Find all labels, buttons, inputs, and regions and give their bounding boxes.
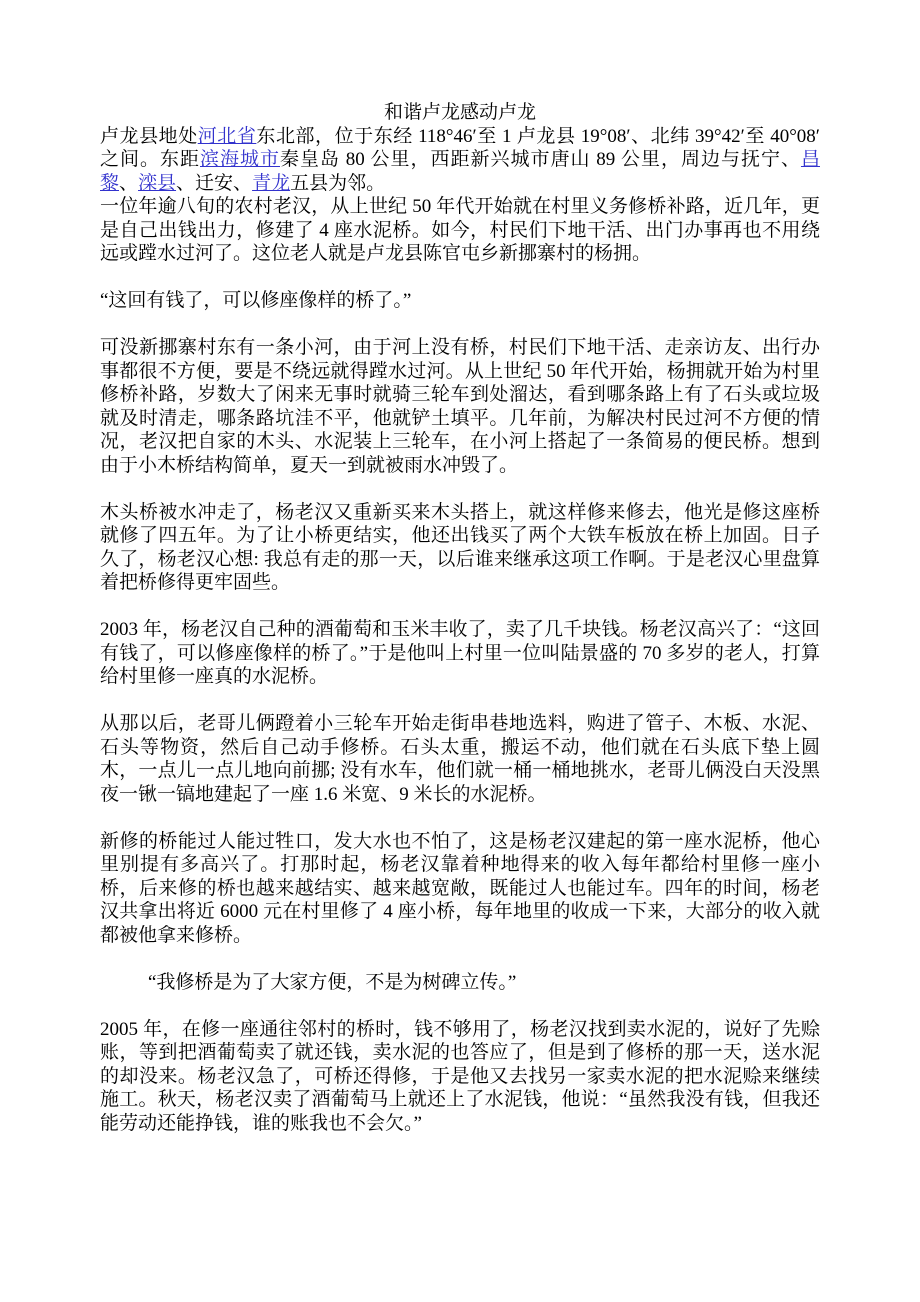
paragraph-2003-harvest — [100, 618, 820, 689]
text-run: 、迁安、 — [176, 172, 253, 194]
paragraph-quote-convenience — [100, 971, 820, 995]
paragraph-quote-build-bridge — [100, 289, 820, 313]
text-run: “这回有钱了，可以修座像样的桥了。” — [100, 290, 412, 311]
paragraph-building-cement-bridge — [100, 712, 820, 806]
paragraph-first-cement-bridge — [100, 830, 820, 948]
hyperlink-changli[interactable]: 昌黎 — [100, 149, 820, 194]
paragraph-river-history — [100, 336, 820, 477]
paragraph-wooden-bridge — [100, 501, 820, 595]
paragraph-2005-cement-debt — [100, 1018, 820, 1136]
text-run: 一位年逾八旬的农村老汉，从上世纪 50 年代开始就在村里义务修桥补路，近几年，更是自己出钱出力，修建了 4 座水泥桥。如今，村民们下地干活、出门办事再也不用绕远或蹚水过河了。这位老人就是卢龙县陈官屯乡新挪寨村的杨拥。 — [100, 196, 820, 264]
document-paragraphs — [100, 125, 820, 1136]
text-run: 五县为邻。 — [290, 172, 386, 194]
text-run: 2005 年，在修一座通往邻村的桥时，钱不够用了，杨老汉找到卖水泥的，说好了先赊账，等到把酒葡萄卖了就还钱，卖水泥的也答应了，但是到了修桥的那一天，送水泥的却没来。杨老汉急了，可桥还得修，于是他又去找另一家卖水泥的把水泥赊来继续施工。秋天，杨老汉卖了酒葡萄马上就还上了水泥钱，他说：“虽然我没有钱，但我还能劳动还能挣钱，谁的账我也不会欠。” — [100, 1018, 820, 1134]
text-run: 东北部，位于东经 118°46′至 1 卢龙县 19°08′、北纬 39°42′至 40°08′之间。东距 — [100, 125, 820, 170]
hyperlink-qinglong[interactable]: 青龙 — [252, 172, 291, 194]
hyperlink-binhai-city[interactable]: 滨海城市 — [200, 149, 280, 170]
document-title: 和谐卢龙感动卢龙 — [383, 102, 536, 123]
text-run: 2003 年，杨老汉自己种的酒葡萄和玉米丰收了，卖了几千块钱。杨老汉高兴了：“这回有钱了，可以修座像样的桥了。”于是他叫上村里一位叫陆景盛的 70 多岁的老人，打算给村里修一座真的水泥桥。 — [100, 619, 820, 687]
paragraph-intro-geography — [100, 125, 820, 196]
hyperlink-hebei-province[interactable]: 河北省 — [197, 125, 257, 147]
text-run: 木头桥被水冲走了，杨老汉又重新买来木头搭上，就这样修来修去，他光是修这座桥就修了四五年。为了让小桥更结实，他还出钱买了两个大铁车板放在桥上加固。日子久了，杨老汉心想: 我总有走的那一天，以后谁来继承这项工作啊。于是老汉心里盘算着把桥修得更牢固些。 — [100, 501, 820, 593]
text-run: 、 — [119, 172, 139, 194]
paragraph-old-man-intro — [100, 195, 820, 266]
text-run: 从那以后，老哥儿俩蹬着小三轮车开始走街串巷地选料，购进了管子、木板、水泥、石头等物资，然后自己动手修桥。石头太重，搬运不动，他们就在石头底下垫上圆木，一点儿一点儿地向前挪; 没有水车，他们就一桶一桶地挑水，老哥儿俩没白天没黑夜一锹一镐地建起了一座 1.6 米宽、9 米长的水泥桥。 — [100, 713, 820, 805]
text-run: 秦皇岛 80 公里，西距新兴城市唐山 89 公里，周边与抚宁、 — [280, 149, 801, 170]
text-run: “我修桥是为了大家方便，不是为树碑立传。” — [148, 971, 517, 993]
text-run: 可没新挪寨村东有一条小河，由于河上没有桥，村民们下地干活、走亲访友、出行办事都很不方便，要是不绕远就得蹚水过河。从上世纪 50 年代开始，杨拥就开始为村里修桥补路，岁数大了闲来无事时就骑三轮车到处溜达，看到哪条路上有了石头或垃圾就及时清走，哪条路坑洼不平，他就铲土填平。几年前，为解决村民过河不方便的情况，老汉把自家的木头、水泥装上三轮车，在小河上搭起了一条简易的便民桥。想到由于小木桥结构简单，夏天一到就被雨水冲毁了。 — [100, 337, 820, 476]
text-run: 卢龙县地处 — [100, 125, 198, 147]
hyperlink-luanxian[interactable]: 滦县 — [138, 172, 177, 194]
text-run: 新修的桥能过人能过牲口，发大水也不怕了，这是杨老汉建起的第一座水泥桥，他心里别提有多高兴了。打那时起，杨老汉靠着种地得来的收入每年都给村里修一座小桥，后来修的桥也越来越结实、越来越宽敞，既能过人也能过车。四年的时间，杨老汉共拿出将近 6000 元在村里修了 4 座小桥，每年地里的收成一下来，大部分的收入就都被他拿来修桥。 — [100, 830, 820, 946]
